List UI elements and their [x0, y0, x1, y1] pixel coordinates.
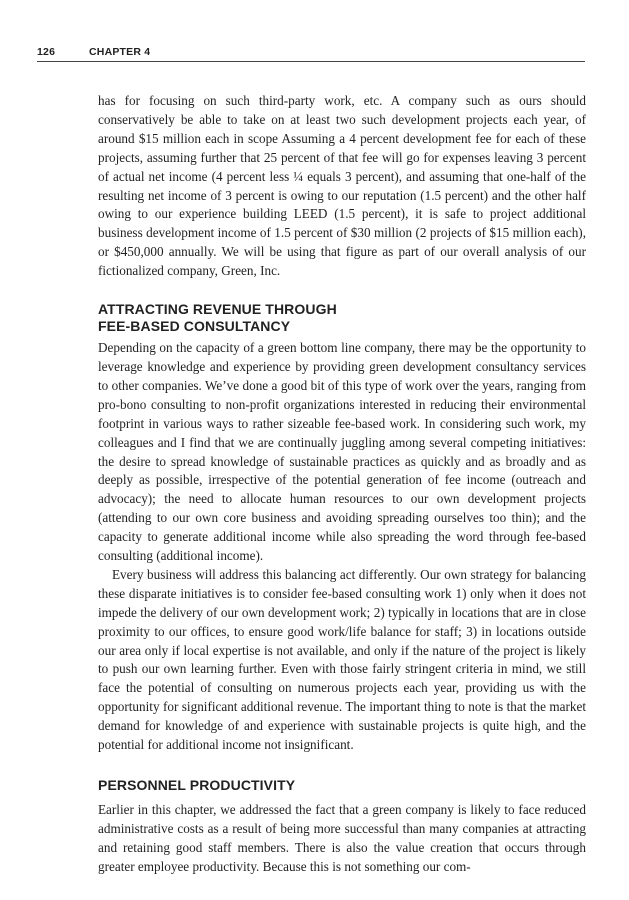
paragraph-consultancy-1: Depending on the capacity of a green bottom line company, there may be the opportunity to leverage knowledge and experience by providing green development consultancy services to other companies. We’ve done a good bit of this type of work over the years, ranging from pro-bono consulting to non-profit organizations interested in reducing their environmental footprint in various ways to rather sizeable fee-based work. In considering such work, my colleagues and I find that we are continually juggling among several competing initiatives: the desire to spread knowledge of sustainable practices as quickly and as broadly and as deeply as possible, irrespective of the potential generation of fee income (outreach and advocacy); the need to allocate human resources to our own development projects (attending to our own core business and avoiding spreading ourselves too thin); and the capacity to generate additional income while also spreading the word through fee-based consulting (additional income).: [98, 340, 586, 564]
paragraph-productivity-1: Earlier in this chapter, we addressed the fact that a green company is likely to face reduced administrative costs as a result of being more successful than many companies at attracting and retaining good staff members. There is also the value creation that occurs through greater employee productivity. Because this is not something our com-: [98, 802, 586, 874]
paragraph-consultancy-2: Every business will address this balancing act differently. Our own strategy for balancing these disparate initiatives is to consider fee-based consulting work 1) only when it does not impede the delivery of our own development work; 2) typically in locations that are in close proximity to our offices, to ensure good work/life balance for staff; 3) in locations outside our area only if local expertise is not available, and only if the nature of the project is likely to push our own learning further. Even with those fairly stringent criteria in mind, we still face the potential of consulting on numerous projects each year, providing us with the opportunity for significant additional revenue. The important thing to note is that the market demand for knowledge of and experience with sustainable projects is quite high, and the potential for additional income not insignificant.: [98, 566, 586, 753]
section-heading-attracting-revenue: [98, 301, 586, 335]
section-heading-line-1: ATTRACTING REVENUE THROUGH: [98, 301, 337, 318]
running-head: [37, 43, 585, 62]
page-body: [98, 92, 586, 877]
page-number: 126: [37, 46, 56, 58]
section-heading-personnel-productivity: PERSONNEL PRODUCTIVITY: [98, 777, 296, 793]
section-heading-line-2: FEE-BASED CONSULTANCY: [98, 318, 291, 335]
chapter-label: CHAPTER 4: [89, 46, 151, 58]
paragraph-intro: has for focusing on such third-party work, etc. A company such as ours should conservatively be able to take on at least two such development projects each year, of around $15 million each in scope Assuming a 4 percent development fee for each of these projects, assuming further that 25 percent of that fee will go for expenses leaving 3 percent of actual net income (4 percent less ¼ equals 3 percent), and assuming that one-half of the resulting net income of 3 percent is owing to our reputation (1.5 percent) and the other half owing to our experience building LEED (1.5 percent), it is safe to project additional business development income of 1.5 percent of $30 million (2 projects of $15 million each), or $450,000 annually. We will be using that figure as part of our overall analysis of our fictionalized company, Green, Inc.: [98, 93, 586, 279]
